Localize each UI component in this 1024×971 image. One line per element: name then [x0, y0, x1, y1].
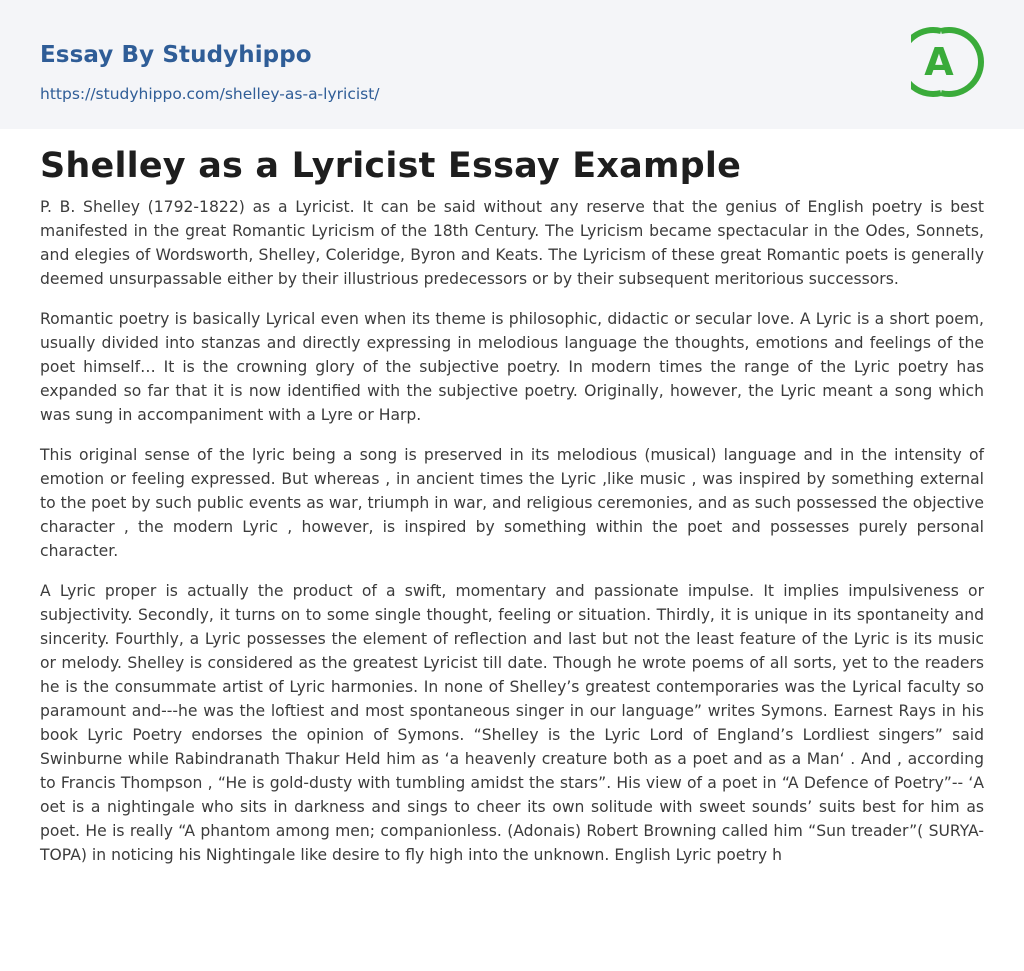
essay-url-link[interactable]: https://studyhippo.com/shelley-as-a-lyricist/	[40, 85, 380, 103]
essay-paragraph: A Lyric proper is actually the product of a swift, momentary and passionate impulse. It implies impulsiveness or subjectivity. Secondly, it turns on to some single thought, feeling or situation. Thirdly, it is unique in its spontaneity and sincerity. Fourthly, a Lyric possesses the element of reflection and last but not the least feature of the Lyric is its music or melody. Shelley is considered as the greatest Lyricist till date. Though he wrote poems of all sorts, yet to the readers he is the consummate artist of Lyric harmonies. In none of Shelley’s greatest contemporaries was the Lyrical faculty so paramount and---he was the loftiest and most spontaneous singer in our language” writes Symons. Earnest Rays in his book Lyric Poetry endorses the opinion of Symons. “Shelley is the Lyric Lord of England’s Lordliest singers” said Swinburne while Rabindranath Thakur Held him as ‘a heavenly creature both as a poet and as a Man‘ . And , according to Francis Thompson , “He is gold-dusty with tumbling amidst the stars”. His view of a poet in “A Defence of Poetry”-- ‘A oet is a nightingale who sits in darkness and sings to cheer its own solitude with sweet sounds’ suits best for him as poet. He is really “A phantom among men; companionless. (Adonais) Robert Browning called him “Sun treader”( SURYA-TOPA) in noticing his Nightingale like desire to fly high into the unknown. English Lyric poetry h	[40, 582, 984, 864]
logo-letter: A	[924, 40, 954, 84]
essay-body	[40, 195, 984, 883]
site-header	[0, 0, 1024, 129]
essay-paragraph: Romantic poetry is basically Lyrical even when its theme is philosophic, didactic or secular love. A Lyric is a short poem, usually divided into stanzas and directly expressing in melodious language the thoughts, emotions and feelings of the poet himself… It is the crowning glory of the subjective poetry. In modern times the range of the Lyric poetry has expanded so far that it is now identified with the subjective poetry. Originally, however, the Lyric meant a song which was sung in accompaniment with a Lyre or Harp.	[40, 310, 984, 424]
studyhippo-logo-icon[interactable]	[911, 18, 989, 108]
page-title: Shelley as a Lyricist Essay Example	[40, 146, 742, 186]
essay-paragraph: P. B. Shelley (1792-1822) as a Lyricist. It can be said without any reserve that the genius of English poetry is best manifested in the great Romantic Lyricism of the 18th Century. The Lyricism became spectacular in the Odes, Sonnets, and elegies of Wordsworth, Shelley, Coleridge, Byron and Keats. The Lyricism of these great Romantic poets is generally deemed unsurpassable either by their illustrious predecessors or by their subsequent meritorious successors.	[40, 198, 984, 288]
site-brand[interactable]: Essay By Studyhippo	[40, 42, 312, 68]
essay-paragraph: This original sense of the lyric being a song is preserved in its melodious (musical) language and in the intensity of emotion or feeling expressed. But whereas , in ancient times the Lyric ,like music , was inspired by something external to the poet by such public events as war, triumph in war, and religious ceremonies, and as such possessed the objective character , the modern Lyric , however, is inspired by something within the poet and possesses purely personal character.	[40, 446, 984, 560]
